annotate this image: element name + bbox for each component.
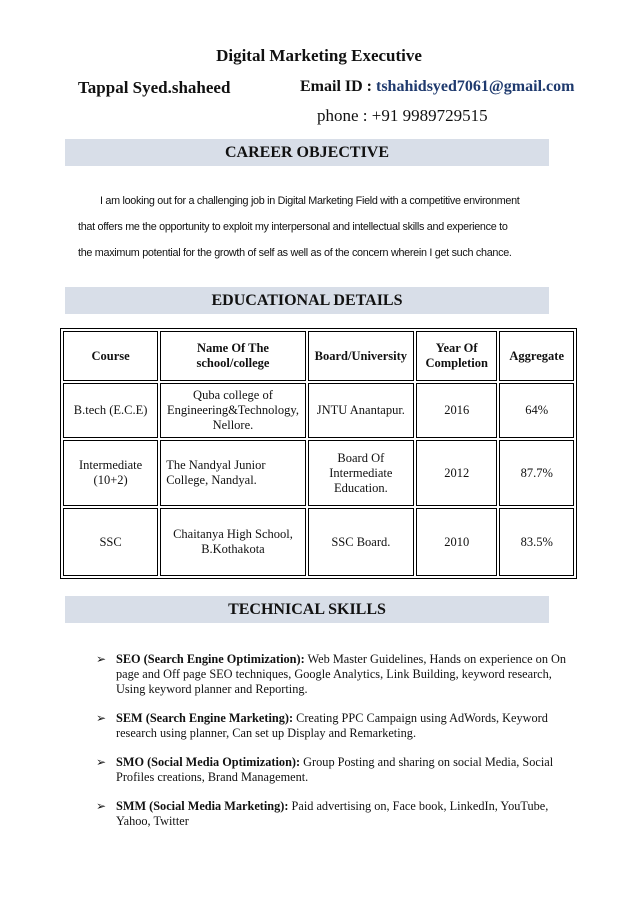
skill-text: Paid advertising on, Face book, LinkedIn, YouTube, Yahoo, Twitter — [116, 799, 549, 828]
skill-text: Web Master Guidelines, Hands on experience on On page and Off page SEO techniques, Google Analytics, Link Building, keyword research, Using keyword planner and Reporting. — [116, 652, 567, 696]
email-value[interactable]: tshahidsyed7061@gmail.com — [376, 78, 575, 95]
table-row — [63, 383, 574, 438]
technical-skills-band — [65, 596, 549, 623]
table-cell: 64% — [499, 383, 574, 438]
table-cell: 2010 — [416, 508, 497, 576]
table-cell: Chaitanya High School, B.Kothakota — [160, 508, 306, 576]
table-row — [63, 508, 574, 576]
column-header: Board/University — [308, 331, 414, 381]
table-cell: 83.5% — [499, 508, 574, 576]
table-cell: B.tech (E.C.E) — [63, 383, 158, 438]
table-cell: 2016 — [416, 383, 497, 438]
column-header: Course — [63, 331, 158, 381]
arrow-bullet-icon: ➢ — [96, 652, 107, 666]
skills-list — [96, 652, 576, 843]
email-line — [300, 78, 574, 96]
document-title: Digital Marketing Executive — [216, 46, 422, 65]
arrow-bullet-icon: ➢ — [96, 711, 107, 725]
section-heading: CAREER OBJECTIVE — [224, 144, 390, 161]
section-heading: EDUCATIONAL DETAILS — [211, 292, 403, 309]
skill-heading: SMO (Social Media Optimization): — [116, 755, 301, 769]
table-cell: 2012 — [416, 440, 497, 506]
objective-line: I am looking out for a challenging job in Digital Marketing Field with a competitive environment — [100, 195, 520, 207]
education-table — [60, 328, 577, 579]
arrow-bullet-icon: ➢ — [96, 799, 107, 813]
list-item — [96, 799, 576, 829]
email-label: Email ID : — [300, 78, 376, 95]
skill-text: Group Posting and sharing on social Media, Social Profiles creations, Brand Management. — [116, 755, 554, 784]
column-header: Year Of Completion — [416, 331, 497, 381]
list-item — [96, 755, 576, 785]
table-cell: Intermediate (10+2) — [63, 440, 158, 506]
section-heading: TECHNICAL SKILLS — [228, 601, 386, 618]
table-header-row — [63, 331, 574, 381]
objective-line: the maximum potential for the growth of self as well as of the concern wherein I get such chance. — [78, 247, 512, 259]
table-cell: JNTU Anantapur. — [308, 383, 414, 438]
table-row — [63, 440, 574, 506]
education-band — [65, 287, 549, 314]
list-item — [96, 652, 576, 697]
objective-line: that offers me the opportunity to exploit my interpersonal and intellectual skills and experience to — [78, 221, 508, 233]
skill-heading: SMM (Social Media Marketing): — [116, 799, 289, 813]
career-objective-band — [65, 139, 549, 166]
column-header: Aggregate — [499, 331, 574, 381]
table-cell: SSC — [63, 508, 158, 576]
skill-heading: SEM (Search Engine Marketing): — [116, 711, 294, 725]
skill-heading: SEO (Search Engine Optimization): — [116, 652, 305, 666]
table-cell: Board Of Intermediate Education. — [308, 440, 414, 506]
career-objective-text — [78, 188, 568, 266]
phone-line: phone : +91 9989729515 — [317, 106, 488, 125]
list-item — [96, 711, 576, 741]
candidate-name: Tappal Syed.shaheed — [78, 78, 231, 97]
column-header: Name Of The school/college — [160, 331, 306, 381]
skill-text: Creating PPC Campaign using AdWords, Keyword research using planner, Can set up Display and Remarketing. — [116, 711, 548, 740]
table-cell: The Nandyal Junior College, Nandyal. — [160, 440, 306, 506]
arrow-bullet-icon: ➢ — [96, 755, 107, 769]
table-cell: Quba college of Engineering&Technology, Nellore. — [160, 383, 306, 438]
table-cell: 87.7% — [499, 440, 574, 506]
table-cell: SSC Board. — [308, 508, 414, 576]
